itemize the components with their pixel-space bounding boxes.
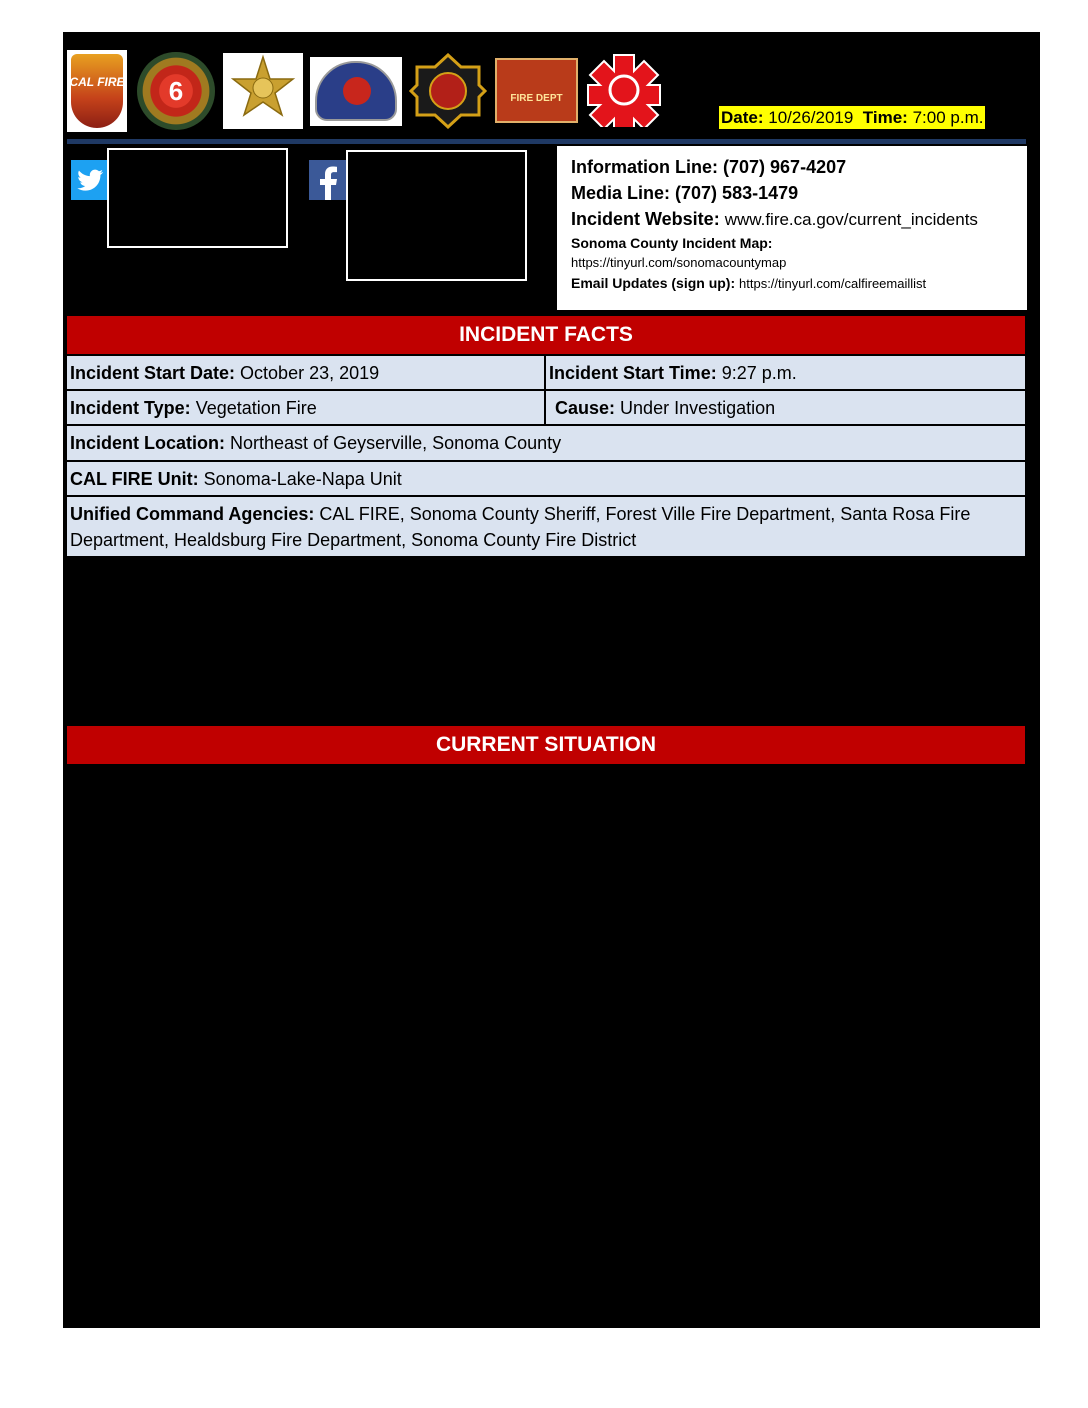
santa-rosa-fire-logo	[409, 53, 487, 129]
incident-location: Incident Location: Northeast of Geyserville, Sonoma County	[66, 425, 1026, 461]
report-date-time: Date: 10/26/2019 Time: 7:00 p.m.	[721, 108, 984, 127]
healdsburg-fire-dept-logo: FIRE DEPT	[495, 58, 578, 123]
cal-fire-logo: CAL FIRE	[67, 50, 127, 132]
cal-fire-unit: CAL FIRE Unit: Sonoma-Lake-Napa Unit	[66, 461, 1026, 496]
incident-map-link[interactable]: https://tinyurl.com/sonomacountymap	[571, 255, 787, 270]
current-situation-banner: CURRENT SITUATION	[67, 726, 1025, 764]
facebook-handle-box	[346, 150, 527, 281]
incident-start-date: Incident Start Date: October 23, 2019	[66, 355, 545, 390]
facebook-icon[interactable]	[309, 160, 349, 200]
incident-cause: Cause: Under Investigation	[545, 390, 1026, 425]
email-updates: Email Updates (sign up): https://tinyurl.com/calfireemaillist	[571, 275, 927, 291]
sonoma-county-fire-district-logo	[587, 53, 661, 127]
email-updates-link[interactable]: https://tinyurl.com/calfireemaillist	[739, 276, 927, 291]
forestville-fire-logo	[310, 57, 402, 126]
incident-map-label: Sonoma County Incident Map:	[571, 235, 773, 251]
unified-command-agencies: Unified Command Agencies: CAL FIRE, Sonoma County Sheriff, Forest Ville Fire Department, Santa Rosa Fire Department, Healdsburg Fire Department, Sonoma County Fire District	[66, 496, 1026, 557]
incident-website: Incident Website: www.fire.ca.gov/current_incidents	[571, 209, 978, 229]
information-line: Information Line: (707) 967-4207	[571, 157, 847, 177]
incident-facts-banner: INCIDENT FACTS	[67, 316, 1025, 354]
contact-info-panel	[557, 146, 1027, 310]
incident-type: Incident Type: Vegetation Fire	[66, 390, 545, 425]
twitter-handle-box	[107, 148, 288, 248]
cal-fire-team-6-logo: 6	[137, 52, 215, 130]
twitter-icon[interactable]	[71, 160, 111, 200]
incident-start-time: Incident Start Time: 9:27 p.m.	[545, 355, 1026, 390]
media-line: Media Line: (707) 583-1479	[571, 183, 799, 203]
sonoma-county-sheriff-badge	[223, 53, 303, 129]
header-divider	[67, 139, 1026, 144]
